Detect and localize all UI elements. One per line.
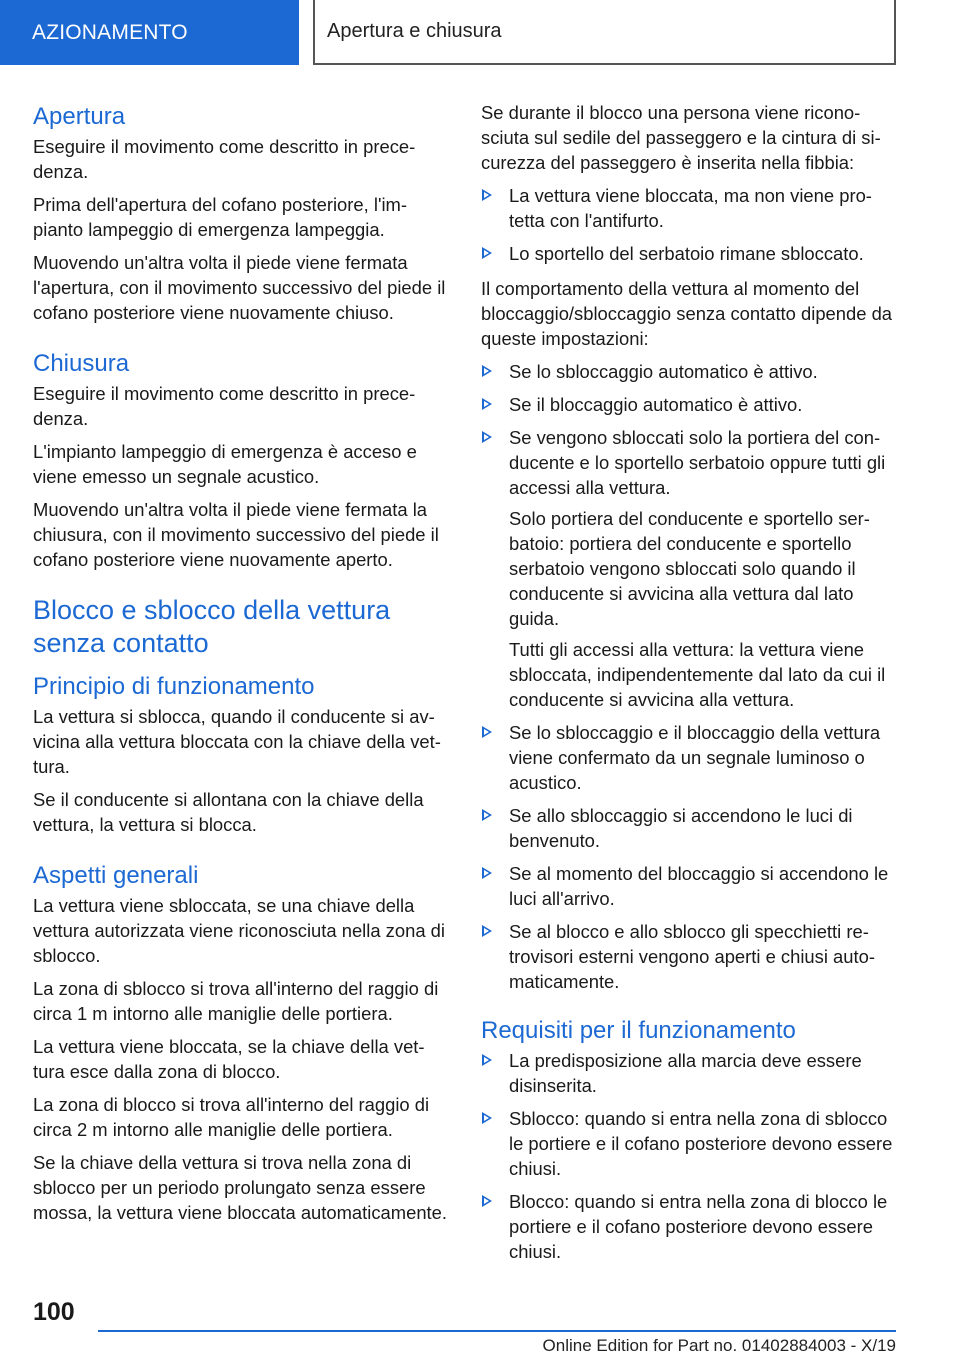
- bullet-list: [481, 1048, 896, 1264]
- list-item: Se lo sbloccaggio e il bloccaggio della vettura viene confermato da un segnale luminoso o acustico.: [481, 720, 896, 795]
- footer-divider: [98, 1330, 896, 1332]
- section-tab: AZIONAMENTO: [0, 0, 299, 65]
- triangle-bullet-icon: [482, 726, 492, 738]
- paragraph: Eseguire il movimento come descritto in precedenza.: [33, 383, 416, 429]
- paragraph: Muovendo un'altra volta il piede viene fermata la chiusura, con il movimento successivo del piede il cofano posteriore viene nuovamente aperto.: [33, 499, 439, 570]
- paragraph: Prima dell'apertura del cofano posteriore, l'impianto lampeggio di emergenza lampeggia.: [33, 194, 407, 240]
- triangle-bullet-icon: [482, 398, 492, 410]
- paragraph: Il comportamento della vettura al momento del bloccaggio/sbloccaggio senza contatto dipende da queste impostazioni:: [481, 278, 893, 349]
- sub-paragraph: Solo portiera del conducente e sportello serbatoio: portiera del conducente e sportello serbatoio vengono sbloccati solo quando il conducente si avvicina alla vettura dal lato guida.: [509, 508, 870, 629]
- list-item: Se al momento del bloccaggio si accendono le luci all'arrivo.: [481, 861, 896, 911]
- heading-requisiti: Requisiti per il funzionamento: [481, 1017, 796, 1044]
- page-number: 100: [33, 1298, 75, 1326]
- bullet-list: [481, 183, 896, 266]
- heading-principio: Principio di funzionamento: [33, 673, 315, 700]
- triangle-bullet-icon: [482, 809, 492, 821]
- heading-apertura: Apertura: [33, 103, 126, 130]
- triangle-bullet-icon: [482, 365, 492, 377]
- sub-paragraph: Tutti gli accessi alla vettura: la vettura viene sbloccata, indipendentemente dal lato da cui il conducente si avvicina alla vettura.: [509, 639, 886, 710]
- heading-blocco-sblocco: Blocco e sblocco della vettura senza contatto: [33, 595, 391, 658]
- list-item: Se vengono sbloccati solo la portiera del conducente e lo sportello serbatoio oppure tutti gli accessi alla vettura. Solo portiera del conducente e sportello serbatoio: portiera del conducente e sportello serbatoio vengono sbloccati solo quando il conducente si avvicina alla vettura dal lato guida. Tutti gli accessi alla vettura: la vettura viene sbloccata, indipendentemente dal lato da cui il conducente si avvicina alla vettura.: [481, 425, 896, 712]
- list-item: Se lo sbloccaggio automatico è attivo.: [481, 359, 896, 384]
- list-item: Sblocco: quando si entra nella zona di sblocco le portiere e il cofano posteriore devono essere chiusi.: [481, 1106, 896, 1181]
- list-item: Se al blocco e allo sblocco gli specchietti retrovisori esterni vengono aperti e chiusi automaticamente.: [481, 919, 896, 994]
- paragraph: Muovendo un'altra volta il piede viene fermata l'apertura, con il movimento successivo del piede il cofano posteriore viene nuovamente chiuso.: [33, 252, 446, 323]
- triangle-bullet-icon: [482, 431, 492, 443]
- paragraph: La vettura si sblocca, quando il conducente si avvicina alla vettura bloccata con la chiave della vettura.: [33, 706, 441, 777]
- paragraph: Se durante il blocco una persona viene riconosciuta sul sedile del passeggero e la cintura di sicurezza del passeggero è inserita nella fibbia:: [481, 102, 881, 173]
- right-column: [481, 100, 896, 1274]
- chapter-title: Apertura e chiusura: [313, 0, 896, 65]
- paragraph: La zona di blocco si trova all'interno del raggio di circa 2 m intorno alle maniglie delle portiera.: [33, 1094, 430, 1140]
- triangle-bullet-icon: [482, 1195, 492, 1207]
- triangle-bullet-icon: [482, 867, 492, 879]
- paragraph: L'impianto lampeggio di emergenza è acceso e viene emesso un segnale acustico.: [33, 441, 417, 487]
- list-item: Lo sportello del serbatoio rimane sbloccato.: [481, 241, 896, 266]
- heading-chiusura: Chiusura: [33, 350, 130, 377]
- triangle-bullet-icon: [482, 925, 492, 937]
- paragraph: Se la chiave della vettura si trova nella zona di sblocco per un periodo prolungato senza essere mossa, la vettura viene bloccata automaticamente.: [33, 1152, 448, 1223]
- bullet-list: [481, 359, 896, 994]
- paragraph: La vettura viene sbloccata, se una chiave della vettura autorizzata viene riconosciuta nella zona di sblocco.: [33, 895, 445, 966]
- paragraph: Eseguire il movimento come descritto in precedenza.: [33, 136, 416, 182]
- paragraph: La vettura viene bloccata, se la chiave della vettura esce dalla zona di blocco.: [33, 1036, 425, 1082]
- paragraph: La zona di sblocco si trova all'interno del raggio di circa 1 m intorno alle maniglie delle portiera.: [33, 978, 439, 1024]
- list-item: Se il bloccaggio automatico è attivo.: [481, 392, 896, 417]
- list-item: La vettura viene bloccata, ma non viene protetta con l'antifurto.: [481, 183, 896, 233]
- list-item: Blocco: quando si entra nella zona di blocco le portiere e il cofano posteriore devono essere chiusi.: [481, 1189, 896, 1264]
- triangle-bullet-icon: [482, 247, 492, 259]
- list-item: Se allo sbloccaggio si accendono le luci di benvenuto.: [481, 803, 896, 853]
- triangle-bullet-icon: [482, 1054, 492, 1066]
- paragraph: Se il conducente si allontana con la chiave della vettura, la vettura si blocca.: [33, 789, 424, 835]
- triangle-bullet-icon: [482, 1112, 492, 1124]
- list-item: La predisposizione alla marcia deve essere disinserita.: [481, 1048, 896, 1098]
- triangle-bullet-icon: [482, 189, 492, 201]
- left-column: [33, 100, 448, 1233]
- heading-aspetti-generali: Aspetti generali: [33, 862, 199, 889]
- footer-edition: Online Edition for Part no. 01402884003 - X/19: [542, 1336, 896, 1355]
